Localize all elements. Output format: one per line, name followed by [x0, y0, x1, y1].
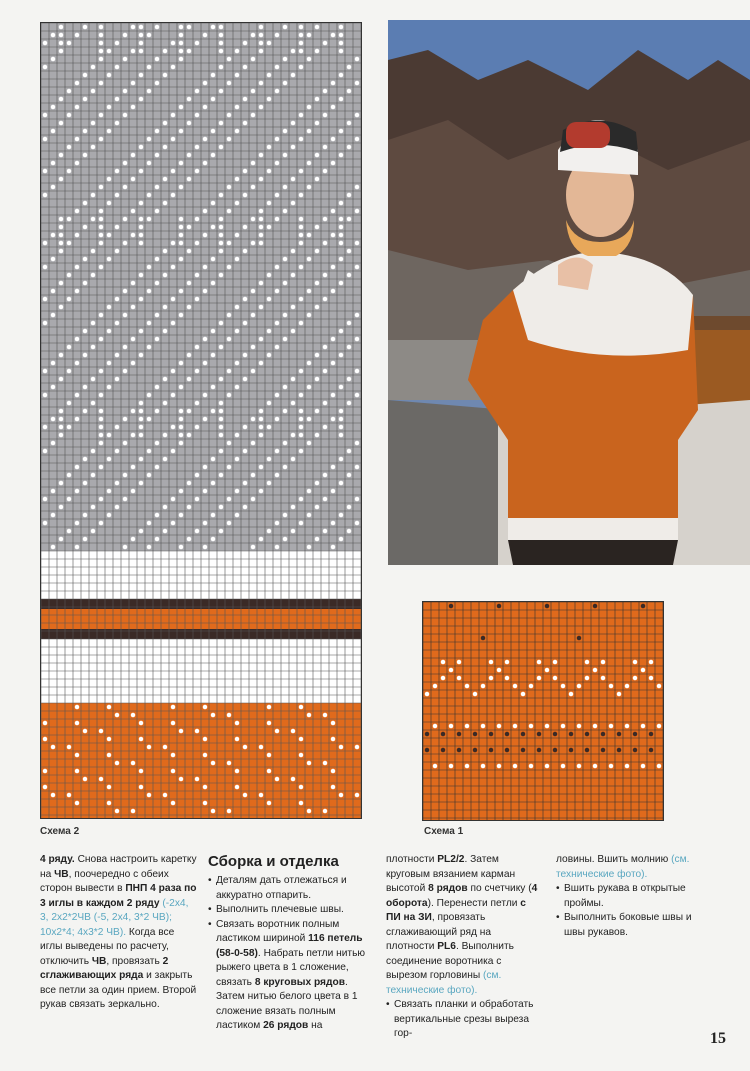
text-column-2	[208, 853, 368, 1034]
text-column-1	[40, 853, 198, 1013]
text-bold: ПНП 4 раза по 3 иглы в каждом 2 ряду	[40, 883, 197, 909]
finishing-list	[386, 998, 538, 1042]
chart-2-grid-lines	[41, 23, 361, 818]
sweater-photo	[388, 20, 750, 565]
text: , провязать	[106, 955, 163, 967]
text: ловины. Вшить молнию	[556, 854, 672, 865]
text-bold: 2 сглаживающих ряда	[40, 955, 169, 981]
text: . Выполнить соединение воротника с вырезом горловины	[386, 941, 514, 981]
text: . Затем круговым вязанием карман высотой	[386, 854, 516, 894]
text-bold: ЧВ	[54, 868, 69, 880]
list-item: • Выполнить плечевые швы.	[208, 903, 368, 918]
section-heading: Сборка и отделка	[208, 853, 339, 870]
text-bold: 116 петель (58-0-58)	[216, 933, 363, 959]
text-bold: 8 рядов	[428, 883, 468, 894]
text-column-4	[556, 853, 714, 940]
chart-2-caption: Схема 2	[40, 826, 80, 837]
note-text: (-2х4, 3, 2х2*2ЧВ (-5, 2х4, 3*2 ЧВ); 10х2*4; 4х3*2 ЧВ).	[40, 897, 189, 938]
text: на	[308, 1020, 323, 1031]
text: , поочередно с обеих сторон вывести в	[40, 868, 169, 894]
knitting-chart-1	[422, 601, 664, 821]
list-item: • Вшить рукава в открытые проймы.	[556, 882, 714, 911]
assembly-list	[208, 874, 368, 1034]
text-bold: ЧВ	[91, 955, 107, 967]
list-item	[208, 918, 368, 1034]
finishing-list-2	[556, 882, 714, 940]
text-column-3	[386, 853, 538, 1042]
text-bold: 8 круговых рядов	[254, 976, 345, 988]
text: и закрыть все петли за один прием. Второй рукав связать зеркально.	[40, 970, 197, 1010]
zipper-paragraph	[556, 853, 714, 882]
page-number: 15	[710, 1030, 726, 1047]
sleeve-paragraph	[40, 853, 198, 1013]
text-bold: PL2/2	[437, 854, 465, 865]
note-text: (см. технические фото).	[386, 970, 502, 996]
photo-illustration	[388, 20, 750, 565]
text: . Набрать петли нитью рыжего цвета в 1 сложение, связать	[216, 947, 366, 988]
text: ). Перенести петли	[427, 897, 521, 909]
text: по счетчику (	[467, 883, 532, 894]
chart-1-caption: Схема 1	[424, 826, 464, 837]
text: Снова настроить каретку на	[40, 854, 197, 880]
text-bold: 26 рядов	[263, 1020, 309, 1031]
text: плотности	[386, 854, 438, 865]
text-bold: PL6	[437, 941, 456, 952]
text: Когда все иглы выведены по расчету, отключить	[40, 926, 175, 967]
list-item: • Деталям дать отлежаться и аккуратно отпарить.	[208, 874, 368, 903]
text-bold: с ПИ на ЗИ	[386, 897, 526, 923]
list-item: • Связать планки и обработать вертикальные срезы выреза гор-	[386, 998, 538, 1042]
collar-paragraph	[386, 853, 538, 998]
text-bold: 4 ряду.	[40, 854, 75, 865]
text-bold: 4 оборота	[386, 883, 538, 909]
list-item: • Выполнить боковые швы и швы рукавов.	[556, 911, 714, 940]
note-text: (см. технические фото).	[556, 854, 690, 880]
text: . Затем нитью белого цвета в 1 сложение вязать полным ластиком	[216, 976, 358, 1031]
knitting-chart-2	[40, 22, 362, 819]
chart-2-grid	[41, 23, 361, 818]
text: Связать воротник полным ластиком шириной	[216, 918, 340, 944]
chart-1-grid	[423, 602, 663, 820]
text: , провязать сглаживающий ряд на плотности	[386, 912, 492, 952]
